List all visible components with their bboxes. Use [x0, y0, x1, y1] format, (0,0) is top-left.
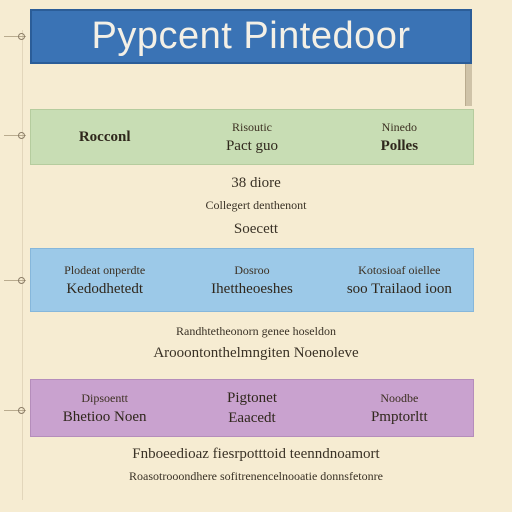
band-blue-col-1-line-2: Kedodhetedt — [66, 281, 143, 297]
note-3-line-1: Fnboeedioaz fiesrpotttoid teenndnoamort — [132, 446, 380, 462]
page-title: Pypcent Pintedoor — [91, 15, 411, 57]
note-3-line-2: Roasotrooondhere sofitrenencelnooatie donnsfetonre — [129, 469, 383, 483]
band-purple-col-1 — [31, 380, 178, 436]
band-purple-col-1-line-1: Dipsoentt — [81, 391, 128, 405]
guide-dot-icon — [18, 132, 25, 139]
guide-dot-icon — [18, 277, 25, 284]
note-1-line-3: Soecett — [233, 221, 279, 237]
note-2-line-2: Arooontonthelmngiten Noenoleve — [153, 345, 359, 361]
band-green-col-2-line-1: Risoutic — [231, 120, 272, 134]
note-1-line-2: Collegert denthenont — [205, 198, 307, 212]
band-blue-col-1-line-1: Plodeat onperdte — [64, 263, 146, 277]
band-blue — [30, 248, 474, 312]
band-purple-col-2 — [178, 380, 325, 436]
band-purple-col-2-line-1: Pigtonet — [226, 390, 277, 406]
band-green-col-1-line-1: Rocconl — [78, 129, 131, 145]
band-green-col-3 — [326, 110, 473, 164]
title-banner-post — [465, 64, 472, 106]
band-purple — [30, 379, 474, 437]
band-blue-col-3-line-2: soo Trailaod ioon — [346, 281, 452, 297]
band-blue-col-2-line-2: Ihettheoeshes — [211, 281, 293, 297]
band-green-col-3-line-2: Polles — [380, 138, 419, 154]
band-blue-col-2 — [178, 249, 325, 311]
guide-dot-icon — [18, 407, 25, 414]
band-purple-col-3 — [326, 380, 473, 436]
band-green-col-2 — [178, 110, 325, 164]
band-green-col-2-line-2: Pact guo — [225, 138, 279, 154]
guide-dot-icon — [18, 33, 25, 40]
band-blue-col-2-line-1: Dosroo — [234, 263, 270, 277]
band-blue-col-3 — [326, 249, 473, 311]
title-banner — [30, 9, 472, 64]
band-green-col-3-line-1: Ninedo — [381, 120, 417, 134]
band-green — [30, 109, 474, 165]
note-1-line-1: 38 diore — [231, 175, 281, 191]
note-2-line-1: Randhtetheonorn genee hoseldon — [176, 324, 336, 338]
band-purple-col-1-line-2: Bhetioo Noen — [62, 409, 147, 425]
left-guide-rule — [22, 30, 23, 500]
band-green-col-1 — [31, 110, 178, 164]
band-blue-col-3-line-1: Kotosioaf oiellee — [358, 263, 441, 277]
band-blue-col-1 — [31, 249, 178, 311]
band-purple-col-3-line-2: Pmptorltt — [370, 409, 428, 425]
band-purple-col-3-line-1: Noodbe — [380, 391, 419, 405]
band-purple-col-2-line-2: Eaacedt — [228, 410, 276, 426]
